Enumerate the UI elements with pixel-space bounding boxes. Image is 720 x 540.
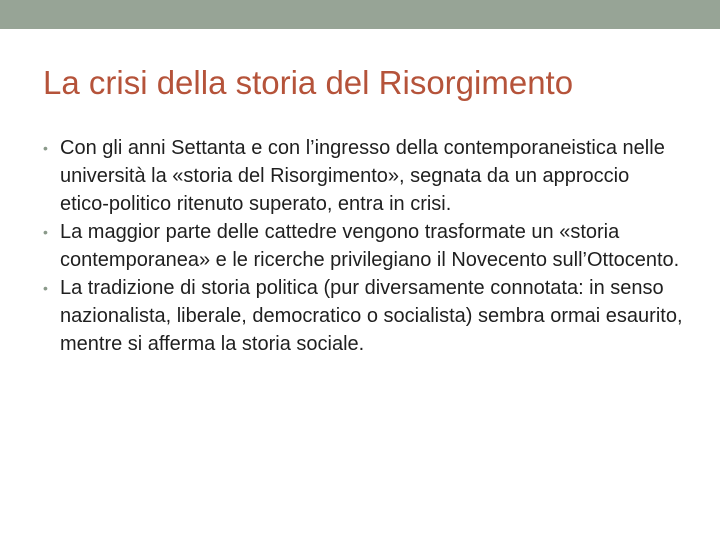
- bullet-text: La maggior parte delle cattedre vengono trasformate un «storia contemporanea» e le ricerche privilegiano il Novecento sull’Ottocento.: [60, 221, 680, 271]
- bullet-item: [43, 134, 683, 218]
- bullet-item: [43, 274, 683, 358]
- slide-title: La crisi della storia del Risorgimento: [43, 64, 574, 101]
- bullet-text: La tradizione di storia politica (pur diversamente connotata: in senso nazionalista, liberale, democratico o socialista) sembra ormai esaurito, mentre si afferma la storia sociale.: [60, 277, 683, 355]
- bullet-mark: •: [43, 224, 48, 240]
- bullet-mark: •: [43, 280, 48, 296]
- bullet-item: [43, 218, 683, 274]
- bullet-list: [43, 134, 683, 358]
- bullet-mark: •: [43, 140, 48, 156]
- top-accent-bar: [0, 0, 720, 29]
- bullet-text: Con gli anni Settanta e con l’ingresso della contemporaneistica nelle università la «storia del Risorgimento», segnata da un approccio etico-politico ritenuto superato, entra in crisi.: [60, 137, 665, 215]
